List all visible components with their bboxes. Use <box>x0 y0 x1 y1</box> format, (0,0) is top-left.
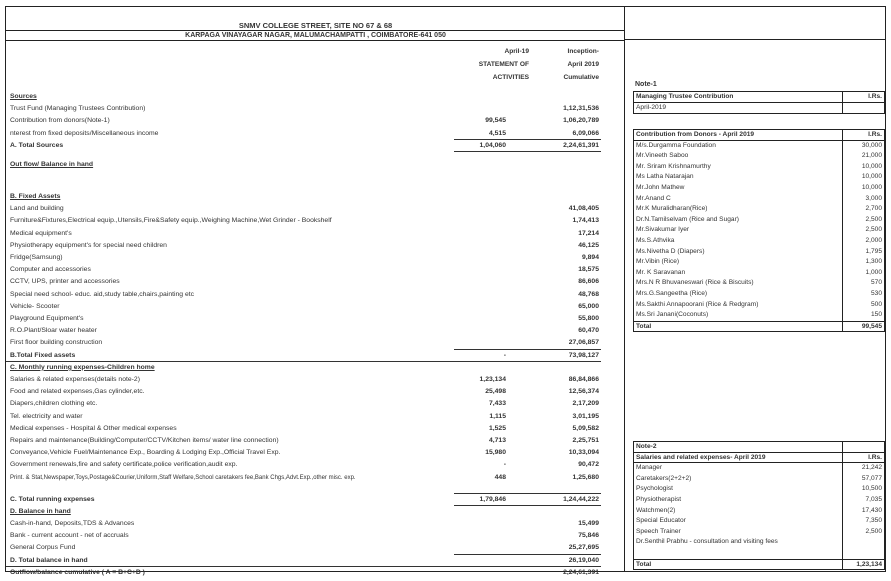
salary-row <box>634 506 884 517</box>
donor-amount: 1,300 <box>865 258 882 266</box>
donor-amount: 530 <box>870 289 882 297</box>
table-row <box>8 115 601 127</box>
row-label: B. Fixed Assets <box>10 193 61 201</box>
table-row <box>8 459 601 471</box>
donor-row <box>634 194 884 205</box>
trustee-row <box>634 103 884 114</box>
table-row <box>8 542 601 554</box>
table-row <box>8 276 601 288</box>
trustee-period: April-2019 <box>636 103 667 111</box>
donors-total-row <box>634 321 884 332</box>
column-header-cumulative <box>534 45 599 84</box>
donor-row <box>634 225 884 236</box>
donor-name: Mr.Vineeth Saboo <box>636 152 689 160</box>
salary-row <box>634 516 884 527</box>
total-row <box>8 350 601 362</box>
cumulative-value: 86,606 <box>578 278 599 286</box>
donor-amount: 570 <box>870 279 882 287</box>
row-label: Conveyance,Vehicle Fuel/Maintenance Exp., Boarding & Lodging Exp.,Official Travel Exp. <box>10 449 281 457</box>
april-value: - <box>503 351 506 359</box>
section-heading <box>8 191 601 203</box>
table-row <box>8 203 601 215</box>
donor-row <box>634 183 884 194</box>
donor-row <box>634 278 884 289</box>
cumulative-value: 2,17,209 <box>572 400 599 408</box>
donor-name: M/s.Durgamma Foundation <box>636 141 716 149</box>
section-heading <box>8 506 601 518</box>
table-row <box>8 374 601 386</box>
row-label: Food and related expenses,Gas cylinder,etc. <box>10 388 145 396</box>
salary-role: Dr.Senthil Prabhu - consultation and visiting fees <box>636 538 778 546</box>
total-label: Total <box>636 560 652 568</box>
row-label: Out flow/ Balance in hand <box>10 161 94 169</box>
donor-row <box>634 151 884 162</box>
donor-amount: 10,000 <box>861 183 882 191</box>
april-value: 1,79,846 <box>479 495 506 503</box>
row-label: Playground Equipment's <box>10 315 84 323</box>
april-value: 4,713 <box>488 437 506 445</box>
salary-amount: 2,500 <box>865 527 882 535</box>
salary-row <box>634 495 884 506</box>
cumulative-value: 1,24,44,222 <box>563 495 599 503</box>
section-heading <box>8 91 601 103</box>
salary-row <box>634 474 884 485</box>
row-label: Special need school- educ. aid,study table,chairs,painting etc <box>10 290 195 298</box>
donor-amount: 2,500 <box>865 215 882 223</box>
cumulative-value: 60,470 <box>578 327 599 335</box>
note2-title-row <box>634 442 884 453</box>
row-label: A. Total Sources <box>10 141 64 149</box>
column-header-april <box>426 45 529 84</box>
cumulative-value: 2,24,61,391 <box>563 568 599 576</box>
row-label: Cash-in-hand, Deposits,TDS & Advances <box>10 520 135 527</box>
col1-line1: April-19 <box>504 48 529 55</box>
col1-line3: ACTIVITIES <box>492 74 529 81</box>
cumulative-value: 6,09,066 <box>572 129 599 137</box>
trustee-header-row <box>634 92 884 103</box>
row-label: C. Total running expenses <box>10 495 95 503</box>
salary-role: Caretakers(2+2+2) <box>636 474 692 482</box>
donors-heading: Contribution from Donors - April 2019 <box>636 131 755 138</box>
donor-name: Ms Latha Natarajan <box>636 173 694 181</box>
table-row <box>8 423 601 435</box>
donor-name: Mrs.G.Sangeetha (Rice) <box>636 289 708 297</box>
row-label: Vehicle- Scooter <box>10 302 60 310</box>
row-label: Medical equipment's <box>10 229 72 237</box>
row-label: Bank - current account - net of accruals <box>10 532 129 540</box>
table-row <box>8 313 601 325</box>
salary-role: Watchmen(2) <box>636 506 676 514</box>
donor-amount: 2,700 <box>865 205 882 213</box>
row-label: D. Total balance in hand <box>10 556 88 564</box>
donor-name: Mr.K Muralidharan(Rice) <box>636 205 708 213</box>
col2-line2: April 2019 <box>567 61 599 68</box>
note1-trustee-table <box>633 91 885 114</box>
donors-header-row <box>634 130 884 141</box>
row-label: R.O.Plant/Sloar water heater <box>10 327 97 335</box>
donor-name: Mr. Sriram Krishnamurthy <box>636 162 711 170</box>
april-value: 1,04,060 <box>479 141 506 149</box>
donor-amount: 2,000 <box>865 236 882 244</box>
april-value: 1,115 <box>489 412 506 420</box>
salary-role: Speech Trainer <box>636 527 681 535</box>
april-value: 1,23,134 <box>479 376 506 384</box>
total-row <box>8 494 601 506</box>
cumulative-value: 15,499 <box>578 520 599 527</box>
cumulative-value: 9,894 <box>581 254 599 262</box>
donor-name: Ms.S.Athvika <box>636 236 675 244</box>
col2-line3: Cumulative <box>563 74 599 81</box>
donor-name: Mr.John Mathew <box>636 183 685 191</box>
donor-name: Mr.Sivakumar Iyer <box>636 226 690 234</box>
table-row <box>8 301 601 313</box>
notes-panel <box>624 6 886 572</box>
row-label: Contribution from donors(Note-1) <box>10 117 110 125</box>
row-label: CCTV, UPS, printer and accessories <box>10 278 120 286</box>
donor-row <box>634 141 884 152</box>
section-heading <box>8 159 601 171</box>
cumulative-value: 5,09,582 <box>572 424 599 432</box>
cumulative-value: 90,472 <box>578 461 599 469</box>
table-row <box>8 240 601 252</box>
row-label: Salaries & related expenses(details note-2) <box>10 376 140 384</box>
donor-row <box>634 162 884 173</box>
salary-amount: 7,035 <box>865 495 882 503</box>
donor-amount: 30,000 <box>861 141 882 149</box>
note2-heading: Salaries and related expenses- April 2019 <box>636 453 766 461</box>
col2-line1: Inception- <box>567 48 599 55</box>
salary-role: Special Educator <box>636 517 686 525</box>
donor-name: Ms.Nivetha D (Diapers) <box>636 247 705 255</box>
table-row <box>8 386 601 398</box>
salary-amount: 21,242 <box>861 464 882 472</box>
cumulative-value: 27,06,857 <box>568 339 599 347</box>
currency-label: I.Rs. <box>868 453 882 461</box>
donor-amount: 10,000 <box>861 162 882 170</box>
donor-row <box>634 247 884 258</box>
cumulative-value: 12,56,374 <box>568 388 599 396</box>
donor-name: Mr.Anand C <box>636 194 671 202</box>
table-row <box>8 530 601 542</box>
donor-row <box>634 172 884 183</box>
table-row <box>8 435 601 447</box>
donor-amount: 2,500 <box>865 226 882 234</box>
row-label: Tel. electricity and water <box>10 412 83 420</box>
salary-row <box>634 527 884 538</box>
cumulative-value: 1,06,20,789 <box>563 117 599 125</box>
row-label: Government renewals,fire and safety certificate,police verification,audit exp. <box>10 461 238 469</box>
donor-amount: 1,000 <box>865 268 882 276</box>
row-label: C. Monthly running expenses-Children home <box>10 363 155 371</box>
note1-donors-table <box>633 129 885 332</box>
donor-amount: 3,000 <box>865 194 882 202</box>
row-label: Fridge(Samsung) <box>10 254 63 262</box>
row-label: D. Balance in hand <box>10 507 71 515</box>
cumulative-value: 55,800 <box>578 315 599 323</box>
row-label: Trust Fund (Managing Trustees Contribution) <box>10 105 146 113</box>
april-value: 448 <box>494 473 506 481</box>
donor-row <box>634 215 884 226</box>
row-label: B.Total Fixed assets <box>10 351 76 359</box>
donor-row <box>634 257 884 268</box>
notes-header-box <box>625 7 885 40</box>
row-label: Print. & Stat,Newspaper,Toys,Postage&Courier,Uniform,Staff Welfare,School caretakers fee,Bank Chgs,Advt.Exp.,other misc. exp. <box>10 474 356 481</box>
note2-salaries-table <box>633 441 885 570</box>
row-label: Physiotherapy equipment's for special need children <box>10 241 167 249</box>
april-value: 7,433 <box>488 400 506 408</box>
table-row <box>8 472 601 484</box>
cumulative-value: 26,19,040 <box>568 556 599 564</box>
cumulative-value: 18,575 <box>578 266 599 274</box>
cumulative-value: 2,25,751 <box>572 437 599 445</box>
donor-name: Dr.N.Tamilselvam (Rice and Sugar) <box>636 215 739 223</box>
note2-header-row <box>634 453 884 464</box>
total-row <box>8 555 601 567</box>
salary-row <box>634 537 884 548</box>
donor-row <box>634 236 884 247</box>
donor-row <box>634 268 884 279</box>
table-row <box>8 447 601 459</box>
donor-name: Mrs.N R Bhuvaneswari (Rice & Biscuits) <box>636 279 754 287</box>
row-label: Furniture&Fixtures,Electrical equip.,Utensils,Fire&Safety equip.,Weighing Machine,Wet Grinder - Bookshelf <box>10 217 332 225</box>
donor-name: Mr.Vibin (Rice) <box>636 258 680 266</box>
donor-row <box>634 289 884 300</box>
row-label: Land and building <box>10 205 64 213</box>
cumulative-value: 17,214 <box>578 229 599 237</box>
salary-amount: 57,077 <box>861 474 882 482</box>
table-row <box>8 398 601 410</box>
donor-row <box>634 300 884 311</box>
trustee-heading: Managing Trustee Contribution <box>636 93 734 100</box>
total-amount: 1,23,134 <box>856 560 882 568</box>
cumulative-value: 1,12,31,536 <box>563 105 599 113</box>
salary-row <box>634 463 884 474</box>
total-rule <box>454 151 601 152</box>
row-label: Computer and accessories <box>10 266 91 274</box>
cumulative-value: 2,24,61,391 <box>563 141 599 149</box>
salary-role: Physiotherapist <box>636 495 682 503</box>
col1-line2: STATEMENT OF <box>478 61 529 68</box>
table-row <box>8 325 601 337</box>
cumulative-value: 10,33,094 <box>568 449 599 457</box>
donor-amount: 21,000 <box>861 152 882 160</box>
cumulative-value: 65,000 <box>578 302 599 310</box>
table-row <box>8 518 601 530</box>
donor-amount: 1,795 <box>865 247 882 255</box>
cumulative-value: 75,846 <box>578 532 599 540</box>
donor-name: Ms.Sri Janani(Coconuts) <box>636 311 709 319</box>
salary-amount: 10,500 <box>861 485 882 493</box>
donor-name: Ms.Sakthi Annapoorani (Rice & Redgram) <box>636 300 759 308</box>
address-line-1: SNMV COLLEGE STREET, SITE NO 67 & 68 <box>6 7 625 31</box>
salaries-total-row <box>634 559 884 570</box>
grand-total-row <box>8 567 601 579</box>
row-label: Outflow/balance cumulative ( A = B+C+D ) <box>10 568 145 576</box>
table-row <box>8 215 601 227</box>
april-value: 99,545 <box>485 117 506 125</box>
statement-of-activities <box>5 6 625 576</box>
row-label: nterest from fixed deposits/Miscellaneous income <box>10 129 159 137</box>
cumulative-value: 41,08,405 <box>568 205 599 213</box>
april-value: 4,515 <box>488 129 506 137</box>
salary-amount: 17,430 <box>861 506 882 514</box>
donor-amount: 150 <box>870 311 882 319</box>
table-row <box>8 264 601 276</box>
row-label: General Corpus Fund <box>10 544 76 552</box>
table-row <box>8 103 601 115</box>
april-value: - <box>503 461 506 469</box>
cumulative-value: 48,768 <box>578 290 599 298</box>
currency-label: I.Rs. <box>868 93 882 100</box>
row-label: Medical expenses - Hospital & Other medical expenses <box>10 424 177 432</box>
row-label: First floor building construction <box>10 339 103 347</box>
total-label: Total <box>636 322 652 330</box>
table-row <box>8 289 601 301</box>
cumulative-value: 25,27,695 <box>568 544 599 552</box>
note2-title: Note-2 <box>636 443 657 450</box>
donor-amount: 500 <box>870 300 882 308</box>
salary-row <box>634 484 884 495</box>
note1-title: Note-1 <box>635 81 657 88</box>
cumulative-value: 1,25,680 <box>572 473 599 481</box>
salary-role: Manager <box>636 464 663 472</box>
april-value: 1,525 <box>488 424 506 432</box>
donor-row <box>634 310 884 321</box>
donor-name: Mr. K Saravanan <box>636 268 686 276</box>
spacer-row <box>634 548 884 559</box>
cumulative-value: 1,74,413 <box>572 217 599 225</box>
salary-role: Psychologist <box>636 485 674 493</box>
donor-amount: 10,000 <box>861 173 882 181</box>
cumulative-value: 86,84,866 <box>568 376 599 384</box>
section-heading <box>8 362 601 374</box>
address-line-2: KARPAGA VINAYAGAR NAGAR, MALUMACHAMPATTI , COIMBATORE-641 050 <box>6 31 625 41</box>
cumulative-value: 73,98,127 <box>568 351 599 359</box>
table-row <box>8 411 601 423</box>
row-label: Diapers,children clothing etc. <box>10 400 98 408</box>
total-amount: 99,545 <box>861 322 882 330</box>
table-row <box>8 252 601 264</box>
table-row <box>8 337 601 349</box>
april-value: 15,980 <box>485 449 506 457</box>
currency-label: I.Rs. <box>868 131 882 138</box>
cumulative-value: 3,01,195 <box>572 412 599 420</box>
salary-amount: 7,350 <box>865 517 882 525</box>
donor-row <box>634 204 884 215</box>
april-value: 25,498 <box>485 388 506 396</box>
row-label: Repairs and maintenance(Building/Computer/CCTV/Kitchen items/ water line connection) <box>10 437 279 445</box>
row-label: Sources <box>10 93 37 100</box>
table-row <box>8 228 601 240</box>
cumulative-value: 46,125 <box>578 241 599 249</box>
table-row <box>8 128 601 140</box>
total-row <box>8 140 601 152</box>
